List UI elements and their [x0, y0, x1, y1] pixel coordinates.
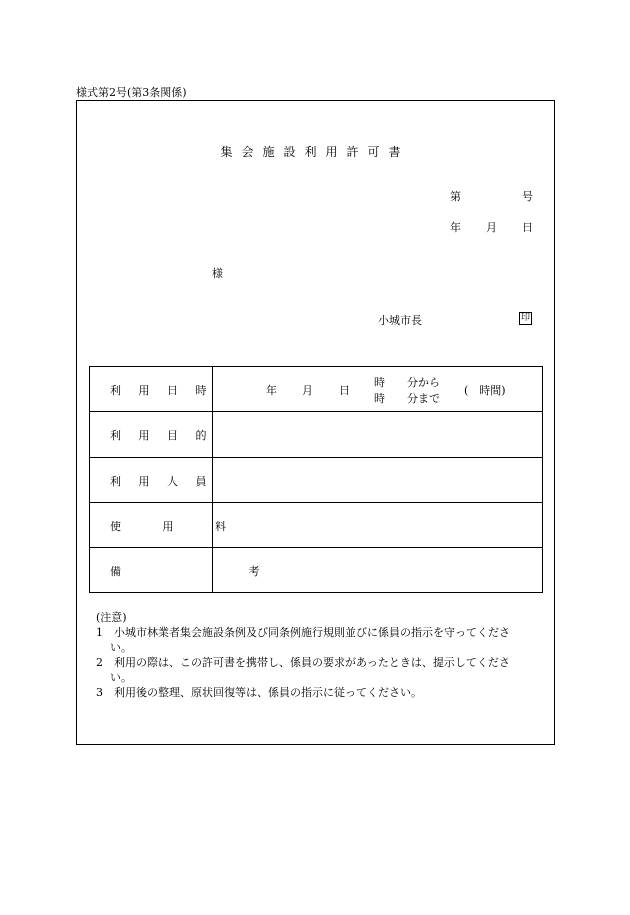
- note-number: 3: [96, 686, 103, 699]
- document-title: 集会施設利用許可書: [220, 145, 410, 159]
- datetime-duration: ( 時間): [464, 384, 506, 397]
- issuer-name: 小城市長: [378, 314, 422, 327]
- note-item: [96, 685, 546, 700]
- number-dai: 第: [450, 190, 461, 203]
- row-label-usage-fee: 使 用 料: [110, 520, 245, 533]
- datetime-month: 月: [302, 384, 313, 397]
- notes-section: [96, 610, 546, 700]
- datetime-year: 年: [266, 384, 277, 397]
- date-year: 年: [450, 221, 461, 234]
- notes-heading: (注意): [96, 611, 127, 624]
- datetime-from: 時 分から: [374, 376, 440, 389]
- date-day: 日: [522, 221, 533, 234]
- note-text: 利用の際は、この許可書を携帯し、係員の要求があったときは、提示してくださ: [114, 656, 510, 669]
- note-continuation: い。: [110, 641, 132, 654]
- note-text: 小城市林業者集会施設条例及び同条例施行規則並びに係員の指示を守ってくださ: [114, 626, 510, 639]
- table-row-divider: [90, 502, 542, 503]
- note-continuation: い。: [110, 671, 132, 684]
- table-row-divider: [90, 411, 542, 412]
- form-number-label: 様式第2号(第3条関係): [76, 86, 187, 99]
- row-label-usage-datetime: 利 用 日 時: [110, 384, 214, 397]
- datetime-day: 日: [339, 384, 350, 397]
- table-row-divider: [90, 457, 542, 458]
- seal-stamp: 印: [520, 313, 530, 323]
- row-label-usage-persons: 利 用 人 員: [110, 475, 214, 488]
- note-number: 1: [96, 626, 103, 639]
- number-go: 号: [522, 190, 533, 203]
- datetime-to: 時 分まで: [374, 392, 440, 405]
- row-label-usage-purpose: 利 用 目 的: [110, 429, 214, 442]
- note-item: [96, 655, 546, 670]
- note-text: 利用後の整理、原状回復等は、係員の指示に従ってください。: [114, 686, 422, 699]
- note-item: [96, 625, 546, 640]
- permit-table: [89, 366, 543, 593]
- date-month: 月: [486, 221, 497, 234]
- row-label-remarks: 備 考: [110, 565, 322, 578]
- table-row-divider: [90, 547, 542, 548]
- note-number: 2: [96, 656, 103, 669]
- addressee-suffix: 様: [212, 267, 223, 280]
